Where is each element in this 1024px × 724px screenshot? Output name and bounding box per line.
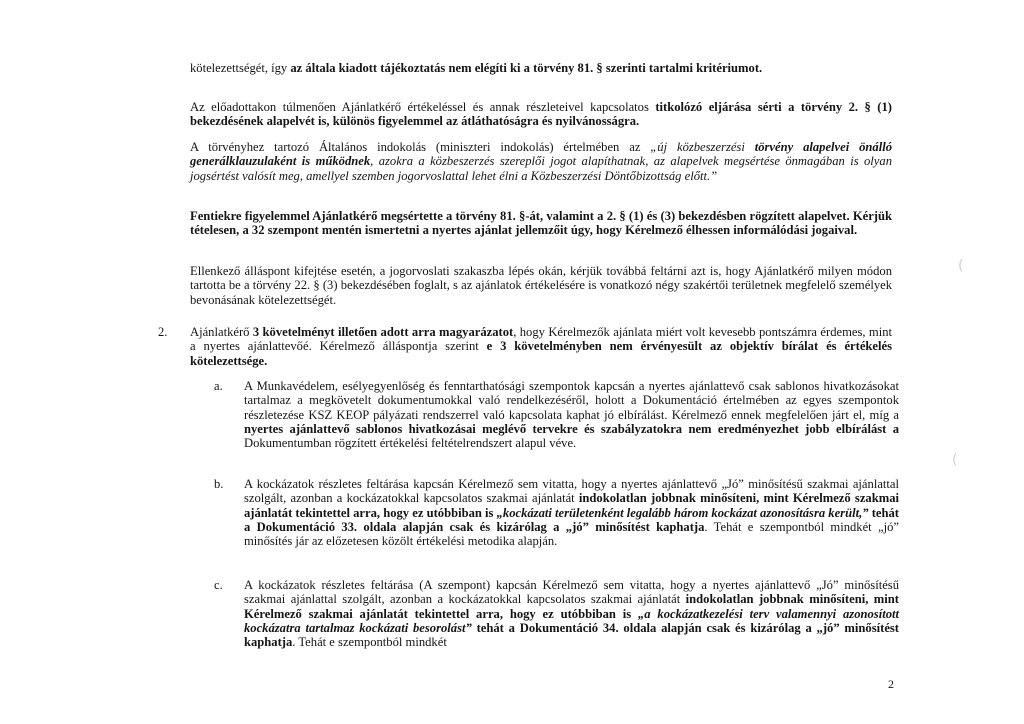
paragraph-4: Fentiekre figyelemmel Ajánlatkérő megsértette a törvény 81. §-át, valamint a 2. § (1) és (3) bekezdésben rögzített alapelvet. Kérjük tételesen, a 32 szempont mentén ismertetni a nyertes ajánlat jellemzőit úgy, hogy Kérelmező élhessen informálódási jogaival. [190, 209, 892, 238]
item-letter-b: b. [214, 477, 224, 491]
paragraph-5: Ellenkező álláspont kifejtése esetén, a jogorvoslati szakaszba lépés okán, kérjük továbbá feltárni azt is, hogy Ajánlatkérő milyen módon tartotta be a törvény 22. § (3) bekezdésében foglalt, s az ajánlatok értékelésére is vonatkozó négy szakértői területnek megfelelő személyek bevonásának kötelezettségét. [190, 264, 892, 307]
item-letter-c: c. [214, 578, 223, 592]
scan-mark-top: ( [958, 258, 964, 274]
sub-item-a: A Munkavédelem, esélyegyenlőség és fenntarthatósági szempontok kapcsán a nyertes ajánlattevő csak sablonos hivatkozásokat tartalmaz a megkövetelt dokumentumokkal való rendelkezéséről, holott a Dokumentáció értelmében az egyes szempontok részletezése KSZ KEOP pályázati rendszerrel való kapcsolata kaphat jó elbírálást. Kérelmező ennek megfelelően járt el, míg a nyertes ajánlattevő sablonos hivatkozásai meglévő tervekre és szabályzatokra nem eredményezhet jobb elbírálást a Dokumentumban rögzített értékelési feltételrendszert alapul véve. [244, 379, 899, 451]
paragraph-3: A törvényhez tartozó Általános indokolás (miniszteri indokolás) értelmében az „új közbeszerzési törvény alapelvei önálló generálklauzulaként is működnek, azokra a közbeszerzés szereplői jogot alapíthatnak, az alapelvek megsértése önmagában is olyan jogsértést valósít meg, amellyel szemben jogorvoslattal lehet élni a Közbeszerzési Döntőbizottság előtt.” [190, 140, 892, 183]
sub-item-c: A kockázatok részletes feltárása (A szempont) kapcsán Kérelmező sem vitatta, hogy a nyertes ajánlattevő „Jó” minősítésű szakmai ajánlattal szolgált, azonban a kockázatokkal kapcsolatos szakmai ajánlatát indokolatlan jobbnak minősíteni, mint Kérelmező szakmai ajánlatát tekintettel arra, hogy ez utóbbiban is „a kockázatkezelési terv valamennyi azonosított kockázatra tartalmaz kockázati besorolást” tehát a Dokumentáció 34. oldala alapján csak és kizárólag a „jó” minősítést kaphatja. Tehát e szempontból mindkét [244, 578, 900, 650]
sub-item-b: A kockázatok részletes feltárása kapcsán Kérelmező sem vitatta, hogy a nyertes ajánlattevő „Jó” minősítésű szakmai ajánlattal szolgált, azonban a kockázatokkal kapcsolatos szakmai ajánlatát indokolatlan jobbnak minősíteni, mint Kérelmező szakmai ajánlatát tekintettel arra, hogy ez utóbbiban is „kockázati területenként legalább három kockázat azonosításra került,” tehát a Dokumentáció 33. oldala alapján csak és kizárólag a „jó” minősítést kaphatja. Tehát e szempontból mindkét „jó” minősítés jár az előzetesen közölt értékelési metodika alapján. [244, 477, 899, 549]
scan-mark-bottom: ( [952, 452, 958, 468]
paragraph-2: Az előadottakon túlmenően Ajánlatkérő értékeléssel és annak részleteivel kapcsolatos titkolózó eljárása sérti a törvény 2. § (1) bekezdésének alapelvét is, különös figyelemmel az átláthatóságra és nyilvánosságra. [190, 100, 892, 129]
page-number: 2 [888, 677, 894, 691]
item-letter-a: a. [214, 379, 223, 393]
paragraph-1: kötelezettségét, így az általa kiadott tájékoztatás nem elégíti ki a törvény 81. § szerinti tartalmi kritériumot. [190, 61, 763, 75]
item-number-2: 2. [158, 325, 168, 339]
item-2-text: Ajánlatkérő 3 követelményt illetően adott arra magyarázatot, hogy Kérelmezők ajánlata miért volt kevesebb pontszámra érdemes, mint a nyertes ajánlattevőé. Kérelmező álláspontja szerint e 3 követelményben nem érvényesült az objektív bírálat és értékelés kötelezettsége. [190, 325, 893, 368]
